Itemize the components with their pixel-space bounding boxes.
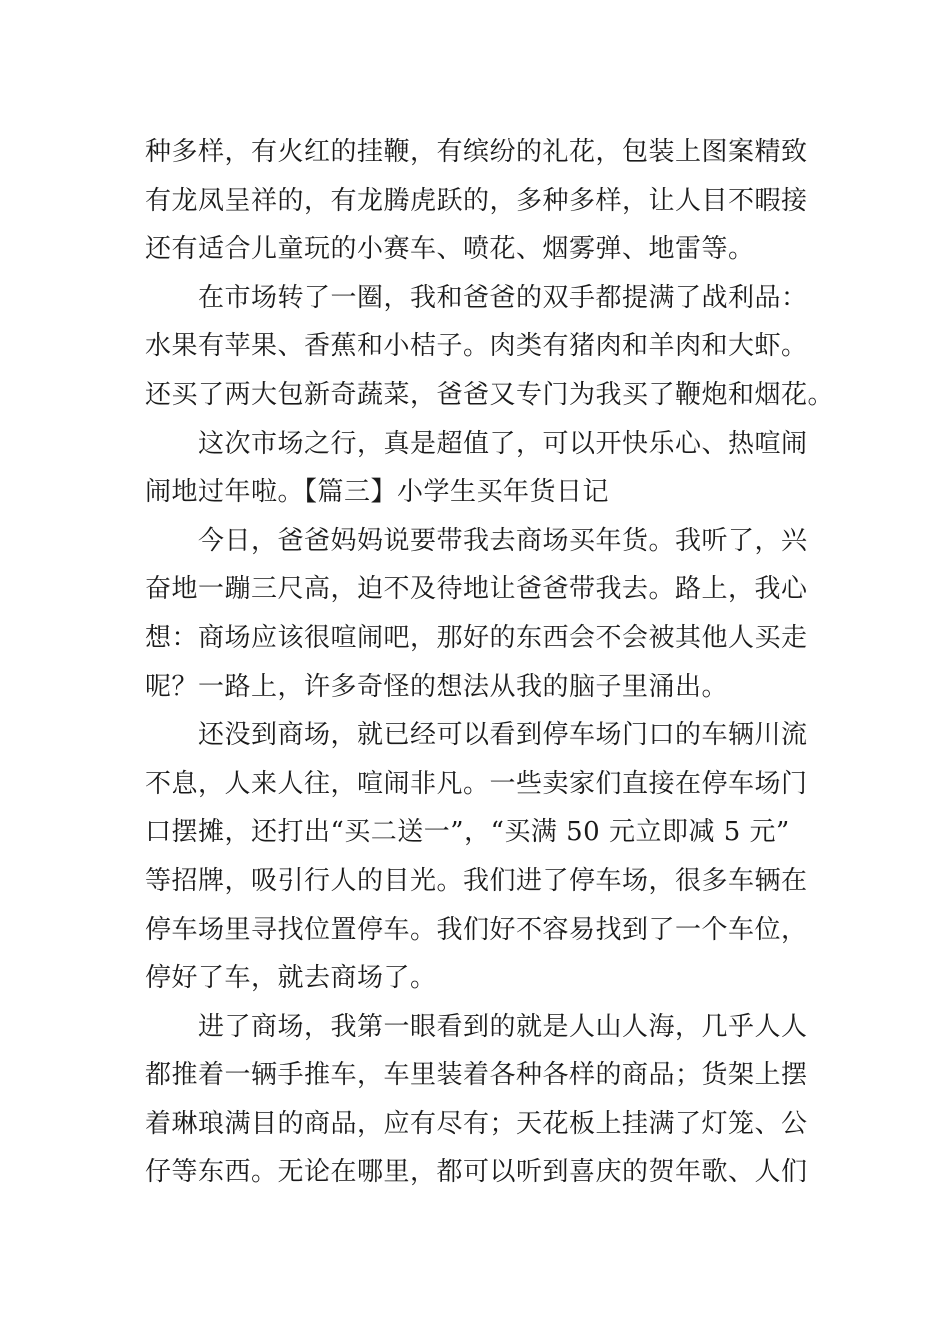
text-line: 不息，人来人往，喧闹非凡。一些卖家们直接在停车场门 xyxy=(145,768,808,799)
text-line: 停车场里寻找位置停车。我们好不容易找到了一个车位， xyxy=(145,914,808,945)
text-line: 种多样，有火红的挂鞭，有缤纷的礼花，包装上图案精致 xyxy=(145,137,808,167)
text-line: 停好了车，就去商场了。 xyxy=(145,963,437,994)
text-line: 这次市场之行，真是超值了，可以开快乐心、热喧闹 xyxy=(145,428,808,459)
text-line: 想：商场应该很喧闹吧，那好的东西会不会被其他人买走 xyxy=(145,622,808,653)
text-line: 进了商场，我第一眼看到的就是人山人海，几乎人人 xyxy=(145,1011,808,1042)
text-line: 有龙凤呈祥的，有龙腾虎跃的，多种多样，让人目不暇接 xyxy=(145,185,808,216)
text-line: 在市场转了一圈，我和爸爸的双手都提满了战利品： xyxy=(145,282,808,313)
text-line: 今日，爸爸妈妈说要带我去商场买年货。我听了，兴 xyxy=(145,525,808,556)
document-body xyxy=(145,128,835,1197)
text-line: 还有适合儿童玩的小赛车、喷花、烟雾弹、地雷等。 xyxy=(145,234,755,265)
text-line: 等招牌，吸引行人的目光。我们进了停车场，很多车辆在 xyxy=(145,865,808,896)
text-line: 还没到商场，就已经可以看到停车场门口的车辆川流 xyxy=(145,720,808,751)
text-line: 奋地一蹦三尺高，迫不及待地让爸爸带我去。路上，我心 xyxy=(145,574,808,605)
text-line: 口摆摊，还打出“买二送一”，“买满 50 元立即减 5 元” xyxy=(145,817,790,848)
text-line: 着琳琅满目的商品，应有尽有；天花板上挂满了灯笼、公 xyxy=(145,1108,808,1139)
text-line: 闹地过年啦。【篇三】小学生买年货日记 xyxy=(145,477,610,508)
text-line: 水果有苹果、香蕉和小桔子。肉类有猪肉和羊肉和大虾。 xyxy=(145,331,808,362)
text-line: 仔等东西。无论在哪里，都可以听到喜庆的贺年歌、人们 xyxy=(145,1157,808,1188)
text-line: 都推着一辆手推车，车里装着各种各样的商品；货架上摆 xyxy=(145,1060,808,1091)
text-line: 呢？一路上，许多奇怪的想法从我的脑子里涌出。 xyxy=(145,671,729,702)
text-line: 还买了两大包新奇蔬菜，爸爸又专门为我买了鞭炮和烟花。 xyxy=(145,379,835,410)
